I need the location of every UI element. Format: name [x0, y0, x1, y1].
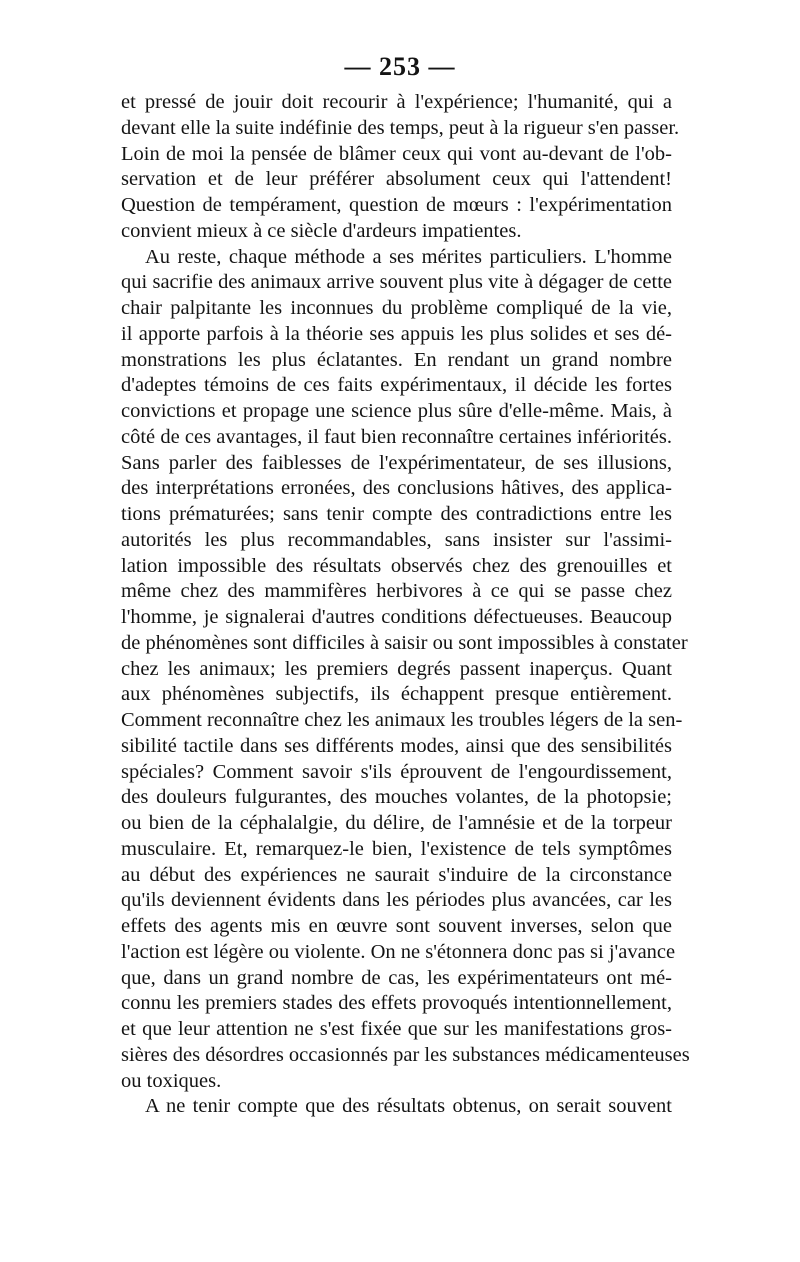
body-text — [121, 90, 690, 1120]
text-line: tions prématurées; sans tenir compte des contradictions entre les — [121, 503, 672, 525]
text-line: lation impossible des résultats observés chez des grenouilles et — [121, 554, 672, 577]
text-line: l'action est légère ou violente. On ne s'étonnera donc pas si j'avance — [121, 940, 676, 963]
text-line: sières des désordres occasionnés par les substances médicamenteuses — [121, 1043, 690, 1066]
text-line: que, dans un grand nombre de cas, les expérimentateurs ont mé- — [121, 966, 672, 989]
text-line: et que leur attention ne s'est fixée que sur les manifestations gros- — [121, 1018, 672, 1040]
text-line: côté de ces avantages, il faut bien reconnaître certaines infériorités. — [121, 425, 672, 448]
page-number: — 253 — — [344, 52, 456, 81]
text-line: autorités les plus recommandables, sans insister sur l'assimi- — [121, 528, 672, 551]
text-line: qu'ils deviennent évidents dans les périodes plus avancées, car les — [121, 889, 672, 912]
text-line: Comment reconnaître chez les animaux les troubles légers de la sen- — [121, 709, 683, 731]
text-line: chez les animaux; les premiers degrés passent inaperçus. Quant — [121, 657, 672, 680]
text-line: monstrations les plus éclatantes. En rendant un grand nombre — [121, 348, 672, 371]
text-line: chair palpitante les inconnues du problème compliqué de la vie, — [121, 297, 672, 319]
text-line: Loin de moi la pensée de blâmer ceux qui vont au-devant de l'ob- — [121, 142, 672, 165]
text-line: d'adeptes témoins de ces faits expérimentaux, il décide les fortes — [121, 374, 672, 397]
text-line: sibilité tactile dans ses différents modes, ainsi que des sensibilités — [121, 734, 672, 757]
paragraph-first-line: Au reste, chaque méthode a ses mérites particuliers. L'homme — [145, 245, 672, 268]
text-line: Question de tempérament, question de mœurs : l'expérimentation — [121, 194, 672, 216]
paragraph-first-line: A ne tenir compte que des résultats obtenus, on serait souvent — [145, 1095, 672, 1118]
text-line: au début des expériences ne saurait s'induire de la circonstance — [121, 863, 672, 886]
text-line: il apporte parfois à la théorie ses appuis les plus solides et ses dé- — [121, 322, 672, 345]
text-line: musculaire. Et, remarquez-le bien, l'existence de tels symptômes — [121, 837, 672, 860]
text-line: des interprétations erronées, des conclusions hâtives, des applica- — [121, 477, 672, 500]
text-line: des douleurs fulgurantes, des mouches volantes, de la photopsie; — [121, 786, 672, 809]
text-line: connu les premiers stades des effets provoqués intentionnellement, — [121, 992, 672, 1015]
text-line: devant elle la suite indéfinie des temps, peut à la rigueur s'en passer. — [121, 116, 680, 139]
text-line: spéciales? Comment savoir s'ils éprouvent de l'engourdissement, — [121, 760, 672, 783]
text-line: l'homme, je signalerai d'autres conditions défectueuses. Beaucoup — [121, 606, 672, 628]
text-line: effets des agents mis en œuvre sont souvent inverses, selon que — [121, 915, 672, 937]
text-line: convictions et propage une science plus sûre d'elle-même. Mais, à — [121, 400, 672, 422]
text-line: servation et de leur préférer absolument ceux qui l'attendent! — [121, 168, 672, 191]
text-line: ou bien de la céphalalgie, du délire, de l'amnésie et de la torpeur — [121, 812, 672, 834]
text-line: aux phénomènes subjectifs, ils échappent presque entièrement. — [121, 683, 672, 706]
text-line: même chez des mammifères herbivores à ce qui se passe chez — [121, 580, 672, 603]
text-line: ou toxiques. — [121, 1069, 222, 1092]
text-line: de phénomènes sont difficiles à saisir ou sont impossibles à constater — [121, 631, 688, 654]
text-line: Sans parler des faiblesses de l'expérimentateur, de ses illusions, — [121, 451, 672, 474]
text-line: convient mieux à ce siècle d'ardeurs impatientes. — [121, 219, 522, 242]
text-line: qui sacrifie des animaux arrive souvent plus vite à dégager de cette — [121, 271, 672, 294]
text-line: et pressé de jouir doit recourir à l'expérience; l'humanité, qui a — [121, 91, 672, 113]
